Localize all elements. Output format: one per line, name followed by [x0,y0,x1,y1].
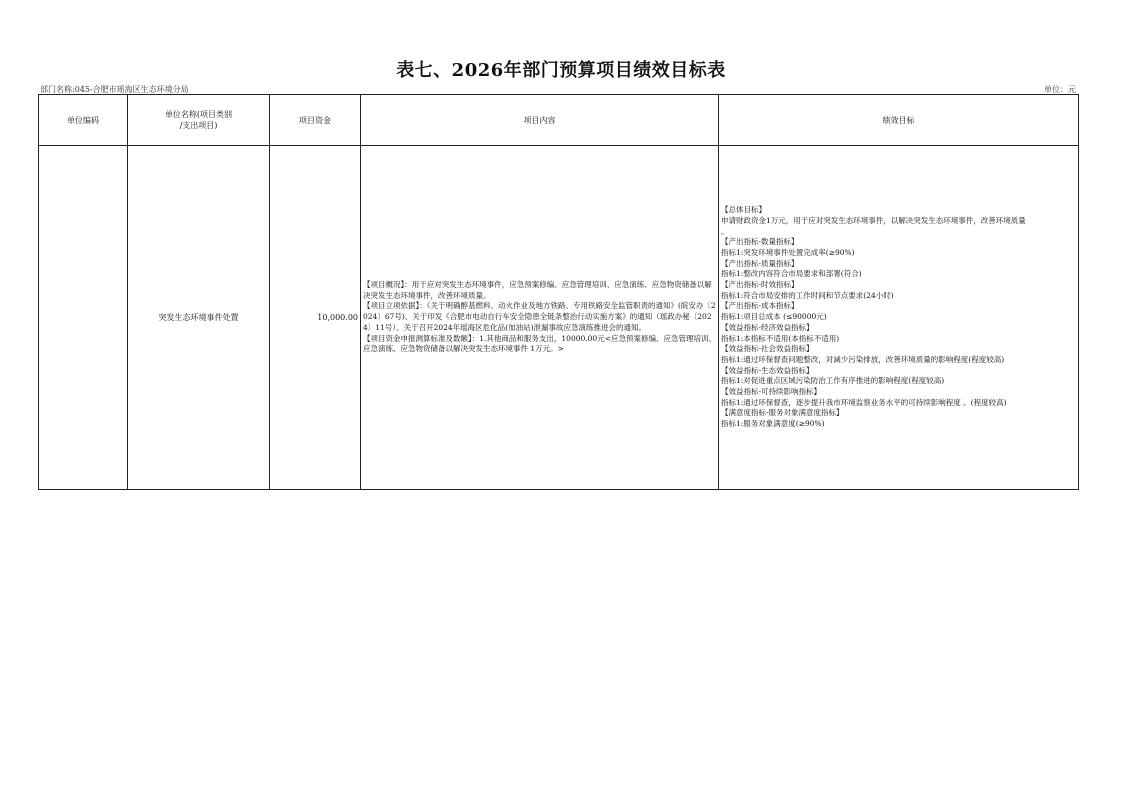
goal-line: 指标1:通过环保督查问题整改，对减少污染排放，改善环境质量的影响程度(程度较高) [721,354,1005,364]
goal-line: 【产出指标-时效指标】 [721,280,799,290]
goal-line: 指标1:整改内容符合市局要求和部署(符合) [721,269,862,279]
goal-line: 【总体目标】 [721,205,766,215]
unit-label: 单位：元 [1044,85,1076,94]
cell-project-funds: 10,000.00 [270,146,361,490]
goal-line: 指标1:符合市局安排的工作时间和节点要求(24小时) [721,290,894,300]
goal-line: 【效益指标-生态效益指标】 [721,365,814,375]
cell-project-content [361,146,719,490]
goal-line: 【产出指标-成本指标】 [721,301,799,311]
performance-table [38,94,1079,490]
goal-line: 【满意度指标-服务对象满意度指标】 [721,408,844,418]
header-unit-name [128,95,270,146]
table-row [39,146,1079,490]
header-unit-name-line1: 单位名称(项目类别 [164,110,233,119]
cell-unit-name: 突发生态环境事件处置 [128,146,270,490]
goal-line: 【产出指标-数量指标】 [721,237,799,247]
goal-line: 【效益指标-社会效益指标】 [721,344,814,354]
cell-unit-code [39,146,128,490]
goal-line: 指标1:通过环保督查，逐步提升我市环境监察业务水平的可持续影响程度 。(程度较高) [721,397,1007,407]
goal-line: 指标1:项目总成本 (≤90000元) [721,312,827,322]
goal-line: 指标1:服务对象满意度(≥90%) [721,419,825,429]
header-unit-name-line2: /支出项目) [179,121,218,130]
goal-line: 指标1:对促进重点区域污染防治工作有序推进的影响程度(程度较高) [721,376,945,386]
project-content-text: 【项目概况】：用于应对突发生态环境事件，应急预案修编、应急管理培训、应急演练、应急物资储备以解决突发生态环境事件，改善环境质量。 【项目立项依据】：《关于明确醇基燃料、动火作业及地方铁路、专用铁路安全监管职责的通知》(皖安办〔2024〕67号)、关于印发《合肥市电动自行车安全隐患全链条整治行动实施方案》的通知（瑶政办秘〔2024〕11号）、关于召开2024年瑶海区危化品(加油站)泄漏事故应急演练推进会的通知。 【项目资金申报测算标准及数额】：1.其他商品和服务支出，10000.00元<应急预案修编、应急管理培训、应急演练、应急物资储备以解决突发生态环境事件 1万元。> [363,280,716,354]
goals-list [721,205,1076,430]
cell-performance-goals [719,146,1079,490]
header-project-funds: 项目资金 [270,95,361,146]
goal-line: 指标1:本指标不适用(本指标不适用) [721,333,840,343]
page-title: 表七、2026年部门预算项目绩效目标表 [396,60,726,81]
header-project-content: 项目内容 [361,95,719,146]
header-performance-goals: 绩效目标 [719,95,1079,146]
goal-line: 【产出指标-质量指标】 [721,258,799,268]
goal-line: 指标1:突发环境事件处置完成率(≥90%) [721,247,855,257]
goal-line: 【效益指标-可持续影响指标】 [721,387,822,397]
header-unit-code: 单位编码 [39,95,128,146]
goal-line: 。 [721,226,729,236]
goal-line: 申请财政资金1万元，用于应对突发生态环境事件，以解决突发生态环境事件，改善环境质量 [721,215,1026,225]
goal-line: 【效益指标-经济效益指标】 [721,322,814,332]
table-header-row [39,95,1079,146]
department-name: 部门名称:045-合肥市瑶海区生态环境分局 [40,85,189,94]
